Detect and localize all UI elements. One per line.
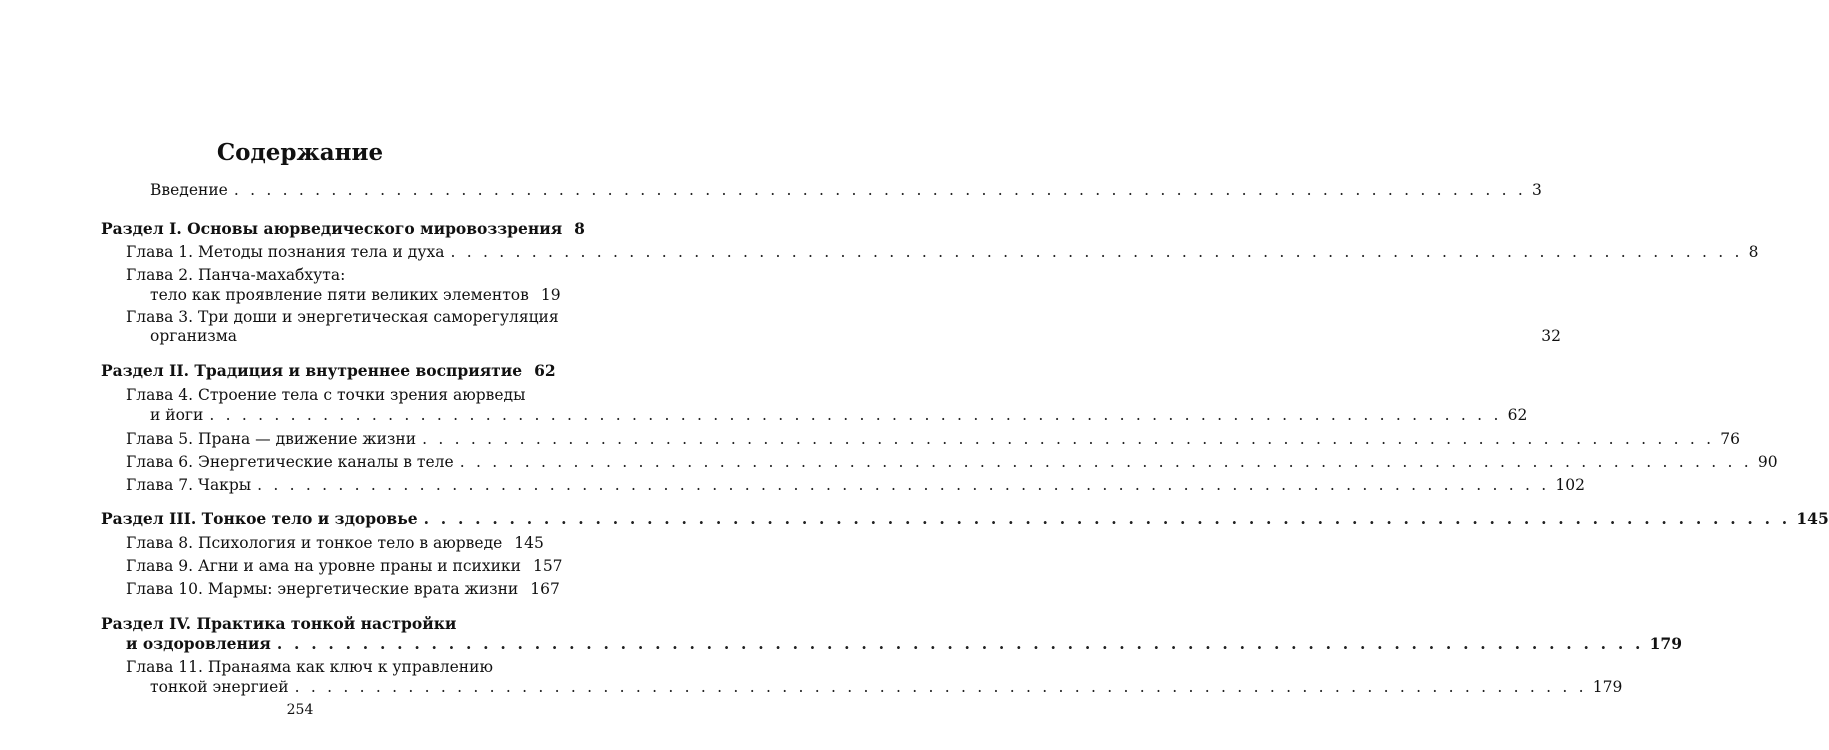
toc-section-4[interactable] [126, 633, 1682, 655]
toc-chapter-9[interactable] [126, 555, 563, 577]
toc-page-number: 145 [514, 534, 544, 552]
toc-page-number: 179 [1649, 634, 1682, 653]
toc-entry-intro[interactable] [150, 179, 1542, 201]
toc-entry-label: тело как проявление пяти великих элементов [150, 286, 529, 304]
toc-entry-label: организма [150, 327, 238, 345]
toc-entry-label: Глава 9. Агни и ама на уровне праны и психики [126, 557, 521, 575]
toc-page-number: 76 [1720, 430, 1741, 448]
page-number: 254 [286, 702, 314, 718]
toc-entry-label: Раздел I. Основы аюрведического мировоззрения [101, 219, 563, 238]
toc-chapter-2[interactable] [150, 284, 561, 306]
toc-chapter-2-title[interactable]: Глава 2. Панча-махабхута: [126, 266, 346, 284]
toc-chapter-11[interactable] [150, 676, 1623, 698]
toc-page-number: 32 [1541, 327, 1561, 345]
toc-page-number: 8 [574, 219, 585, 238]
toc-chapter-1[interactable] [126, 241, 1759, 263]
dot-leader: . . . . . . . . . . . . . . . . . . . . . . . . . . . . . . . . . . . . . . . . . . . . . . . . . . . . . . . . . . . . . . . . . . . . . . . . . . . . . . . . [422, 430, 1715, 448]
toc-chapter-3[interactable] [150, 325, 1561, 347]
dot-leader: . . . . . . . . . . . . . . . . . . . . . . . . . . . . . . . . . . . . . . . . . . . . . . . . . . . . . . . . . . . . . . . . . . . . . . . . . . . . . . . . [423, 509, 1791, 528]
dot-leader: . . . . . . . . . . . . . . . . . . . . . . . . . . . . . . . . . . . . . . . . . . . . . . . . . . . . . . . . . . . . . . . . . . . . . . . . . . . . . . . . [450, 243, 1743, 261]
toc-page-number: 19 [540, 286, 561, 304]
toc-entry-label: Глава 1. Методы познания тела и духа [126, 243, 445, 261]
toc-entry-label: Глава 6. Энергетические каналы в теле [126, 453, 454, 471]
toc-chapter-5[interactable] [126, 428, 1741, 450]
toc-page-number: 179 [1592, 678, 1623, 696]
dot-leader: . . . . . . . . . . . . . . . . . . . . . . . . . . . . . . . . . . . . . . . . . . . . . . . . . . . . . . . . . . . . . . . . . . . . . . . . . . . . . . . . [233, 181, 1527, 199]
dot-leader: . . . . . . . . . . . . . . . . . . . . . . . . . . . . . . . . . . . . . . . . . . . . . . . . . . . . . . . . . . . . . . . . . . . . . . . . . . . . . . . . [257, 476, 1550, 494]
toc-section-2[interactable] [101, 360, 556, 382]
dot-leader: . . . . . . . . . . . . . . . . . . . . . . . . . . . . . . . . . . . . . . . . . . . . . . . . . . . . . . . . . . . . . . . . . . . . . . . . . . . . . . . . [276, 634, 1644, 653]
toc-entry-label: тонкой энергией [150, 678, 289, 696]
toc-chapter-7[interactable] [126, 474, 1585, 496]
toc-page-number: 90 [1757, 453, 1778, 471]
toc-chapter-4-title[interactable]: Глава 4. Строение тела с точки зрения аюрведы [126, 386, 526, 404]
toc-entry-label: Глава 5. Прана — движение жизни [126, 430, 417, 448]
toc-section-1[interactable] [101, 218, 585, 240]
toc-chapter-6[interactable] [126, 451, 1778, 473]
toc-entry-label: Глава 7. Чакры [126, 476, 252, 494]
toc-chapter-8[interactable] [126, 532, 544, 554]
toc-entry-label: Раздел III. Тонкое тело и здоровье [101, 509, 418, 528]
toc-page-number: 62 [1507, 406, 1528, 424]
toc-page-number: 62 [534, 361, 556, 380]
toc-page-number: 167 [530, 580, 560, 598]
toc-page-number: 102 [1555, 476, 1585, 494]
toc-entry-label: и оздоровления [126, 634, 271, 653]
toc-entry-label: и йоги [150, 406, 204, 424]
dot-leader: . . . . . . . . . . . . . . . . . . . . . . . . . . . . . . . . . . . . . . . . . . . . . . . . . . . . . . . . . . . . . . . . . . . . . . . . . . . . . . . . [294, 678, 1587, 696]
toc-chapter-4[interactable] [150, 404, 1528, 426]
dot-leader: . . . . . . . . . . . . . . . . . . . . . . . . . . . . . . . . . . . . . . . . . . . . . . . . . . . . . . . . . . . . . . . . . . . . . . . . . . . . . . . . [459, 453, 1752, 471]
toc-page-number: 3 [1532, 181, 1542, 199]
toc-entry-label: Раздел II. Традиция и внутреннее восприятие [101, 361, 523, 380]
dot-leader: . . . . . . . . . . . . . . . . . . . . . . . . . . . . . . . . . . . . . . . . . . . . . . . . . . . . . . . . . . . . . . . . . . . . . . . . . . . . . . . . [209, 406, 1502, 424]
toc-entry-label: Глава 8. Психология и тонкое тело в аюрведе [126, 534, 503, 552]
page-title: Содержание [216, 139, 384, 166]
toc-section-3[interactable] [101, 508, 1829, 530]
toc-chapter-3-title[interactable]: Глава 3. Три доши и энергетическая саморегуляция [126, 308, 559, 326]
toc-page-number: 157 [532, 557, 563, 575]
toc-entry-label: Глава 10. Мармы: энергетические врата жизни [126, 580, 519, 598]
toc-chapter-10[interactable] [126, 578, 560, 600]
toc-section-4-title[interactable]: Раздел IV. Практика тонкой настройки [101, 614, 457, 633]
toc-page-number: 8 [1748, 243, 1759, 261]
toc-page-number: 145 [1796, 509, 1829, 528]
toc-entry-label: Введение [150, 181, 228, 199]
toc-chapter-11-title[interactable]: Глава 11. Пранаяма как ключ к управлению [126, 658, 493, 676]
